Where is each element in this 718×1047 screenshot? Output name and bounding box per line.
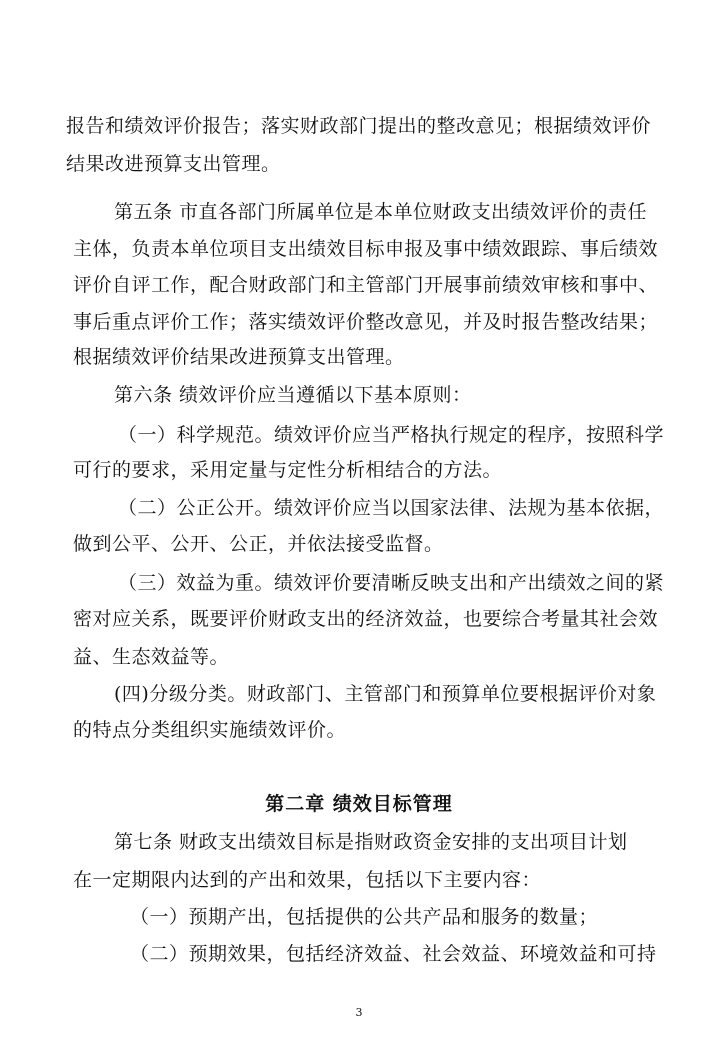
paragraph-line: （二）公正公开。绩效评价应当以国家法律、法规为基本依据， [118,497,665,519]
paragraph-line: 的特点分类组织实施绩效评价。 [73,719,347,741]
paragraph-line: （一）预期产出，包括提供的公共产品和服务的数量； [130,906,599,928]
paragraph-line: （二）预期效果，包括经济效益、社会效益、环境效益和可持 [130,943,657,965]
paragraph-line: 报告和绩效评价报告；落实财政部门提出的整改意见；根据绩效评价 [66,115,652,137]
paragraph-line: 结果改进预算支出管理。 [66,153,281,175]
paragraph-line: 在一定期限内达到的产出和效果，包括以下主要内容： [73,869,542,891]
page-number: 3 [355,1006,363,1019]
article-5-heading-line: 第五条 市直各部门所属单位是本单位财政支出绩效评价的责任 [114,201,648,223]
paragraph-line: (四)分级分类。财政部门、主管部门和预算单位要根据评价对象 [114,683,657,705]
paragraph-line: 事后重点评价工作；落实绩效评价整改意见，并及时报告整改结果； [73,311,659,333]
paragraph-line: 做到公平、公开、公正，并依法接受监督。 [73,533,444,555]
chapter-title: 第二章 绩效目标管理 [265,793,453,815]
paragraph-line: 评价自评工作，配合财政部门和主管部门开展事前绩效审核和事中、 [73,274,659,296]
paragraph-line: 益、生态效益等。 [73,646,230,668]
paragraph-line: 根据绩效评价结果改进预算支出管理。 [73,346,405,368]
paragraph-line: 主体，负责本单位项目支出绩效目标申报及事中绩效跟踪、事后绩效 [73,238,659,260]
paragraph-line: 可行的要求，采用定量与定性分析相结合的方法。 [73,459,503,481]
paragraph-line: （三）效益为重。绩效评价要清晰反映支出和产出绩效之间的紧 [118,572,665,594]
article-7-heading-line: 第七条 财政支出绩效目标是指财政资金安排的支出项目计划 [114,831,628,853]
paragraph-line: 密对应关系，既要评价财政支出的经济效益，也要综合考量其社会效 [73,608,659,630]
article-6-heading-line: 第六条 绩效评价应当遵循以下基本原则： [114,384,472,406]
paragraph-line: （一）科学规范。绩效评价应当严格执行规定的程序，按照科学 [118,424,665,446]
